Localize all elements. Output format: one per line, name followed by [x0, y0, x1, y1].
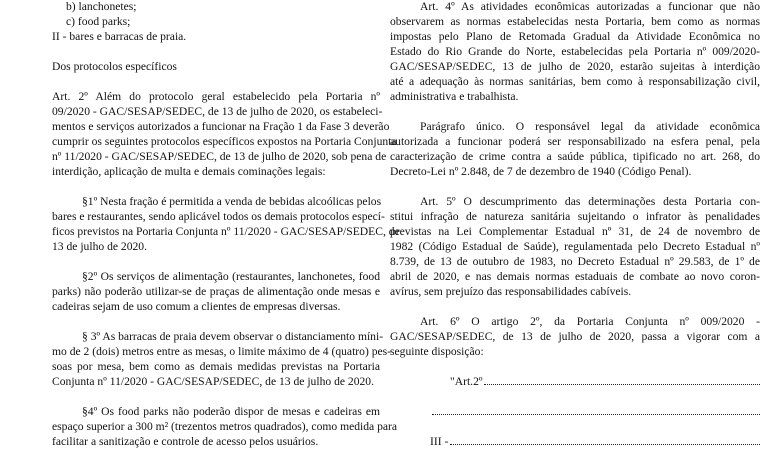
paragraph-line: Estado do Rio Grande do Norte, estabelecidas pela Portaria nº 009/2020- — [390, 45, 760, 58]
paragraph-line: mo de 2 (dois) metros entre as mesas, o limite máximo de 4 (quatro) pes- — [52, 345, 392, 358]
paragraph-spacer — [52, 44, 380, 59]
paragraph-line: 8.739, de 13 de outubro de 1983, no Decreto Estadual nº 29.583, de 1º de — [390, 255, 760, 268]
dotted-fill-line — [390, 374, 760, 389]
paragraph-line: Art. 5º O descumprimento das determinações desta Portaria con- — [420, 195, 760, 208]
left-column — [52, 0, 400, 449]
dotted-rule — [432, 404, 760, 415]
paragraph-spacer — [390, 389, 760, 404]
dotted-fill-line — [390, 434, 760, 449]
paragraph-spacer — [390, 299, 760, 314]
paragraph-line: Conjunta nº 11/2020 - GAC/SESAP/SEDEC, de 13 de julho de 2020. — [52, 375, 374, 388]
paragraph-line: cadeiras sejam de uso comum a clientes de empresas diversas. — [52, 300, 341, 313]
dotted-line-label: III - — [430, 435, 449, 448]
paragraph-line: ficos previstos na Portaria Conjunta nº 11/2020 - GAC/SESAP/SEDEC, de — [52, 225, 400, 238]
paragraph-line: seguinte disposição: — [390, 345, 484, 358]
paragraph-line: 09/2020 - GAC/SESAP/SEDEC, de 13 de julho de 2020, os estabeleci- — [52, 105, 383, 118]
text-line: b) lanchonetes; — [66, 0, 137, 13]
text-line: c) food parks; — [66, 15, 131, 28]
paragraph-spacer — [52, 179, 380, 194]
paragraph — [52, 269, 380, 314]
paragraph-line: § 3º As barracas de praia devem observar o distanciamento míni- — [82, 330, 384, 343]
dotted-line-label: "Art.2º — [450, 375, 483, 388]
paragraph — [52, 329, 392, 389]
paragraph-spacer — [390, 419, 760, 434]
paragraph-line: previstas na Lei Complementar Estadual nº 31, de 24 de novembro de — [390, 225, 760, 238]
paragraph — [52, 404, 398, 449]
dotted-rule — [484, 374, 760, 385]
paragraph-line: administrativa e trabalhista. — [390, 90, 519, 103]
paragraph-line: observarem as normas estabelecidas nesta Portaria, bem como as normas — [390, 15, 760, 28]
paragraph — [52, 194, 400, 254]
paragraph-line: parks) não poderão utilizar-se de praças de alimentação onde mesas e — [52, 285, 380, 298]
paragraph-line: GAC/SESAP/SEDEC, 13 de julho de 2020, estarão sujeitas à interdição — [390, 60, 760, 73]
paragraph-line: facilitar a sanitização e controle de acesso pelos usuários. — [52, 435, 319, 448]
paragraph-line: Decreto-Lei nº 2.848, de 7 de dezembro de 1940 (Código Penal). — [390, 165, 692, 178]
paragraph-spacer — [390, 104, 760, 119]
paragraph-spacer — [52, 314, 380, 329]
paragraph — [52, 89, 397, 179]
paragraph-line: cumprir os seguintes protocolos específicos expostos na Portaria Conjunta — [52, 135, 397, 148]
paragraph-line: Art. 2º Além do protocolo geral estabelecido pela Portaria nº — [52, 90, 380, 103]
paragraph-line: nº 11/2020 - GAC/SESAP/SEDEC, de 13 de julho de 2020, sob pena de — [52, 150, 387, 163]
paragraph-line: autorizada a funcionar poderá ser responsabilizado na esfera penal, pela — [390, 135, 760, 148]
paragraph-line: caracterização de crime contra a saúde pública, tipificado no art. 268, do — [390, 150, 760, 163]
paragraph-line: até a adequação às normas sanitárias, bem como à responsabilização civil, — [390, 75, 760, 88]
paragraph — [390, 314, 760, 359]
dotted-fill-line — [390, 404, 760, 419]
paragraph-line: §2º Os serviços de alimentação (restaurantes, lanchonetes, food — [82, 270, 380, 283]
dotted-rule — [450, 434, 760, 445]
paragraph-line: 13 de julho de 2020. — [52, 240, 147, 253]
paragraph-line: interdição, aplicação de multa e demais cominações legais: — [52, 165, 326, 178]
paragraph-line: GAC/SESAP/SEDEC, de 13 de julho de 2020, passa a vigorar com a — [390, 330, 760, 343]
paragraph-line: stitui infração de natureza sanitária sujeitando o infrator às penalidades — [390, 210, 760, 223]
paragraph — [390, 194, 760, 299]
paragraph-line: impostas pelo Plano de Retomada Gradual da Atividade Econômica no — [390, 30, 760, 43]
paragraph-line: Art. 6º O artigo 2º, da Portaria Conjunta nº 009/2020 - — [420, 315, 760, 328]
paragraph — [390, 119, 760, 179]
paragraph-line: bares e restaurantes, sendo aplicável todos os demais protocolos especí- — [52, 210, 385, 223]
paragraph-spacer — [390, 359, 760, 374]
paragraph-spacer — [390, 179, 760, 194]
paragraph-line: mentos e serviços autorizados a funcionar na Fração 1 da Fase 3 deverão — [52, 120, 390, 133]
paragraph-line: Parágrafo único. O responsável legal da atividade econômica — [420, 120, 760, 133]
paragraph-spacer — [52, 254, 380, 269]
right-column — [390, 0, 760, 449]
text-line: Dos protocolos específicos — [52, 60, 177, 73]
paragraph-line: abril de 2020, e nas demais normas estaduais de combate ao novo coron- — [390, 270, 760, 283]
paragraph-line: §4º Os food parks não poderão dispor de mesas e cadeiras em — [82, 405, 380, 418]
paragraph-line: §1º Nesta fração é permitida a venda de bebidas alcoólicas pelos — [82, 195, 382, 208]
paragraph-line: avírus, sem prejuízo das responsabilidades cabíveis. — [390, 285, 632, 298]
paragraph-spacer — [52, 389, 380, 404]
paragraph-line: 1982 (Código Estadual de Saúde), regulamentada pelo Decreto Estadual nº — [390, 240, 760, 253]
paragraph-spacer — [52, 74, 380, 89]
paragraph-line: Art. 4º As atividades econômicas autorizadas a funcionar que não — [420, 0, 760, 13]
paragraph-line: espaço superior a 300 m² (trezentos metros quadrados), como medida para — [52, 420, 398, 433]
text-line: II - bares e barracas de praia. — [52, 30, 187, 43]
paragraph-line: soas por mesa, bem como as demais medidas previstas na Portaria — [52, 360, 380, 373]
paragraph — [390, 0, 760, 104]
